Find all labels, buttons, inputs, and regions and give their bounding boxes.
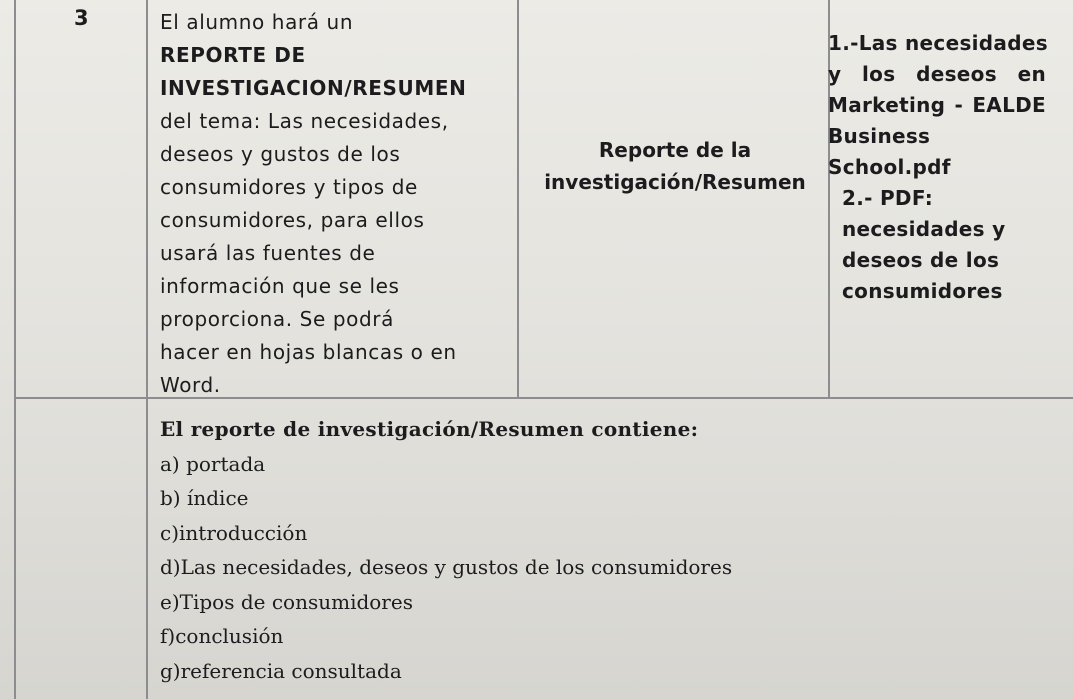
row-number: 3 [74,6,89,30]
resource-line: consumidores [842,279,1003,303]
contents-item: a) portada [160,451,266,476]
table-border-left [14,0,16,699]
resource-line: Business [828,124,931,148]
description-line: INVESTIGACION/RESUMEN [160,76,467,100]
resources-cell [828,28,1073,307]
column-divider-1 [146,0,148,699]
resource-line: necesidades y [842,217,1006,241]
description-line: El alumno hará un [160,10,354,34]
product-line: Reporte de la [598,138,752,162]
contents-item: g)referencia consultada [160,658,402,683]
description-line: deseos y gustos de los [160,142,401,166]
description-line: proporciona. Se podrá [160,307,394,331]
contents-item: c)introducción [160,520,308,545]
contents-item: e)Tipos de consumidores [160,589,413,614]
description-line: del tema: Las necesidades, [160,109,449,133]
contents-item: d)Las necesidades, deseos y gustos de los consumidores [160,555,733,579]
product-cell [520,134,830,198]
description-line: REPORTE DE [160,43,306,67]
description-line: consumidores y tipos de [160,175,418,199]
report-contents [160,412,1040,688]
resource-line: deseos de los [842,248,1000,272]
product-line: investigación/Resumen [544,170,806,194]
activity-description [160,6,520,402]
description-line: hacer en hojas blancas o en [160,340,457,364]
description-line: usará las fuentes de [160,241,376,265]
description-line: consumidores, para ellos [160,208,425,232]
contents-title: El reporte de investigación/Resumen contiene: [160,417,699,441]
resource-line: 2.- PDF: [842,186,934,210]
resource-line: Marketing - EALDE [828,93,1046,117]
resource-line: y los deseos en [828,62,1046,86]
description-line: Word. [160,373,221,397]
contents-item: f)conclusión [160,624,284,648]
description-line: información que se les [160,274,400,298]
resource-line: 1.-Las necesidades [828,31,1048,55]
resource-line: School.pdf [828,155,951,179]
contents-item: b) índice [160,486,249,510]
contents-list [160,447,1040,689]
